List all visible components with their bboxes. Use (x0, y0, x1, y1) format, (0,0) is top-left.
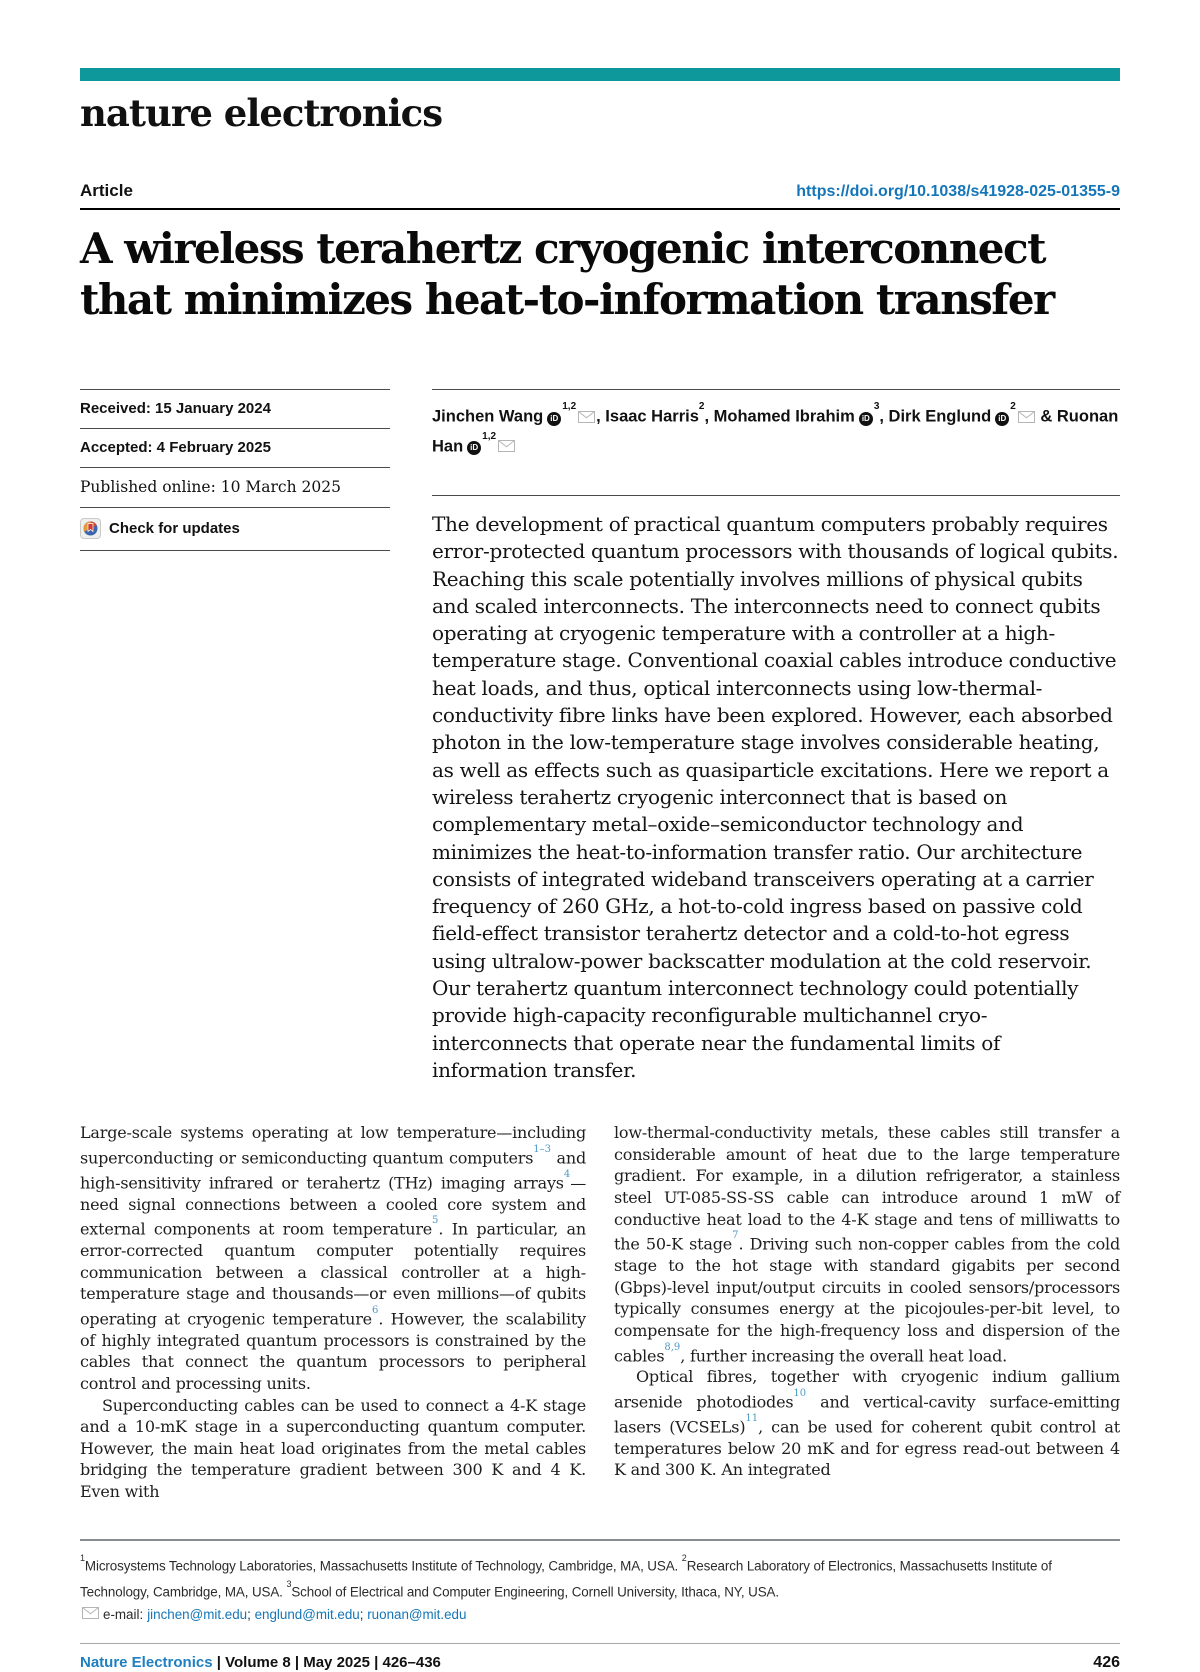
affiliation-superscript: 2 (681, 1552, 687, 1563)
reference-superscript[interactable]: 5 (432, 1215, 439, 1227)
article-title (80, 223, 1120, 325)
reference-superscript[interactable]: 10 (793, 1388, 807, 1400)
page-number: 426 (1093, 1653, 1120, 1671)
volume-label: Volume 8 (225, 1653, 291, 1671)
reference-superscript[interactable]: 11 (745, 1412, 759, 1424)
affiliation-superscript: 1,2 (562, 401, 577, 412)
email-links: jinchen@mit.edu; englund@mit.edu; ruonan@mit.edu (147, 1606, 467, 1622)
envelope-icon[interactable] (498, 433, 515, 459)
email-link[interactable]: englund@mit.edu (254, 1606, 360, 1622)
brand-color-bar (80, 68, 1120, 81)
check-for-updates-label: Check for updates (109, 520, 240, 537)
received-date: Received: 15 January 2024 (80, 389, 390, 428)
affiliation-superscript: 2 (1010, 401, 1016, 412)
orcid-icon[interactable]: iD (547, 412, 561, 426)
abstract-section (432, 495, 1120, 1084)
abstract-text: The development of practical quantum computers probably requires error-protected quantum processors with thousands of logical qubits. Reaching this scale potentially involves millions of physical qubits and scaled interconnects. The interconnects need to connect qubits operating at cryogenic temperature with a controller at a high-temperature stage. Conventional coaxial cables introduce conductive heat loads, and thus, optical interconnects using low-thermal-conductivity fibre links have been explored. However, each absorbed photon in the low-temperature stage involves considerable heating, as well as effects such as quasiparticle excitations. Here we report a wireless terahertz cryogenic interconnect that is based on complementary metal–oxide–semiconductor technology and minimizes the heat-to-information transfer ratio. Our architecture consists of integrated wideband transceivers operating at a carrier frequency of 260 GHz, a hot-to-cold ingress based on passive cold field-effect transistor terahertz detector and a cold-to-hot egress using ultralow-power backscatter modulation at the cold reservoir. Our terahertz quantum interconnect technology could potentially provide high-capacity reconfigurable multichannel cryo-interconnects that operate near the fundamental limits of information transfer. (432, 512, 1119, 1082)
reference-superscript[interactable]: 6 (371, 1304, 379, 1316)
separator: | (369, 1653, 383, 1671)
check-for-updates-button[interactable] (80, 507, 390, 551)
issue-date: May 2025 (303, 1653, 370, 1671)
accepted-date: Accepted: 4 February 2025 (80, 428, 390, 467)
reference-superscript[interactable]: 4 (563, 1168, 571, 1180)
affiliation-superscript: 1 (80, 1552, 85, 1563)
page-range: 426–436 (382, 1653, 441, 1671)
body-paragraph: Optical fibres, together with cryogenic indium gallium arsenide photodiodes$^{10}$ and vertical-cavity surface-emitting lasers (VCSELs)$^{11}$, can be used for coherent qubit control at temperatures below 20 mK and for egress read-out between 4 K and 300 K. An integrated (614, 1367, 1120, 1480)
body-column-left (80, 1122, 586, 1502)
envelope-icon[interactable] (1018, 404, 1035, 430)
affiliations-text: $^1$Microsystems Technology Laboratories, Massachusetts Institute of Technology, Cambridge, MA, USA. $^2$Research Laboratory of Electronics, Massachusetts Institute of Technology, Cambridge, MA, USA. $^3$School of Electrical and Computer Engineering, Cornell University, Ithaca, NY, USA. (80, 1552, 1052, 1600)
journal-citation (80, 1654, 441, 1671)
published-date: Published online: 10 March 2025 (80, 467, 390, 507)
body-paragraph: Large-scale systems operating at low temperature—including superconducting or semiconducting quantum computers$^{1-3}$ and high-sensitivity infrared or terahertz (THz) imaging arrays$^4$—need signal connections between a cooled core system and external components at room temperature$^5$. In particular, an error-corrected quantum computer potentially requires communication between a classical controller at a high-temperature stage and thousands—or even millions—of qubits operating at cryogenic temperature$^6$. However, the scalability of highly integrated quantum processors is constrained by the cables that connect the quantum processors to peripheral control and processing units. (80, 1123, 587, 1394)
page-footer (80, 1643, 1120, 1672)
affiliations-section (80, 1539, 1120, 1626)
body-column-right (614, 1122, 1120, 1502)
email-label: e-mail: (103, 1606, 144, 1622)
crossmark-icon (80, 518, 101, 539)
body-paragraph: low-thermal-conductivity metals, these cables still transfer a considerable amount of heat due to the large temperature gradient. For example, in a dilution refrigerator, a stainless steel UT-085-SS-SS cable can introduce around 1 mW of conductive heat load to the 4-K stage and tens of milliwatts to the 50-K stage$^7$. Driving such non-copper cables from the cold stage to the hot stage with standard gigabits per second (Gbps)-level input/output circuits in cooled sensors/processors typically consumes energy at the picojoules-per-bit level, to compensate for the high-frequency loss and dispersion of the cables$^{8,9}$, further increasing the overall heat load. (614, 1123, 1121, 1365)
journal-wordmark: nature electronics (80, 91, 443, 135)
orcid-icon[interactable]: iD (467, 441, 481, 455)
doi-link[interactable]: https://doi.org/10.1038/s41928-025-01355-9 (796, 183, 1120, 200)
email-link[interactable]: jinchen@mit.edu (147, 1606, 248, 1622)
author-list: Jinchen Wang iD$^{1,2}$, Isaac Harris$^2$, Mohamed Ibrahim $iD^3$, Dirk Englund $iD^2$ & Ruonan Han iD$^{1,2}$ (432, 389, 1120, 459)
separator: | (290, 1653, 304, 1671)
title-line-1: A wireless terahertz cryogenic interconnect (80, 224, 1045, 273)
article-page (0, 68, 1200, 1671)
article-history-panel (80, 389, 390, 1084)
orcid-icon[interactable]: iD (859, 412, 873, 426)
email-link[interactable]: ruonan@mit.edu (367, 1606, 467, 1622)
reference-superscript[interactable]: 8,9 (664, 1341, 681, 1353)
email-line (80, 1604, 1120, 1626)
envelope-icon[interactable] (578, 404, 595, 430)
affiliation-superscript: 3 (286, 1579, 292, 1590)
body-paragraph: Superconducting cables can be used to connect a 4-K stage and a 10-mK stage in a superconducting quantum computer. However, the main heat load originates from the metal cables bridging the temperature gradient between 300 K and 4 K. Even with (80, 1395, 586, 1502)
title-rule (80, 208, 1120, 210)
body-text (80, 1122, 1120, 1502)
affiliation-superscript: 3 (873, 401, 880, 412)
journal-name-link[interactable]: Nature Electronics (80, 1653, 213, 1671)
envelope-icon (82, 1604, 99, 1626)
title-line-2: that minimizes heat-to-information transfer (80, 275, 1054, 324)
separator: | (212, 1653, 226, 1671)
affiliation-superscript: 2 (698, 401, 705, 412)
affiliation-superscript: 1,2 (482, 430, 497, 442)
reference-superscript[interactable]: 7 (732, 1230, 739, 1242)
orcid-icon[interactable]: iD (995, 412, 1009, 426)
article-type-label: Article (80, 181, 133, 200)
reference-superscript[interactable]: 1–3 (533, 1143, 551, 1155)
